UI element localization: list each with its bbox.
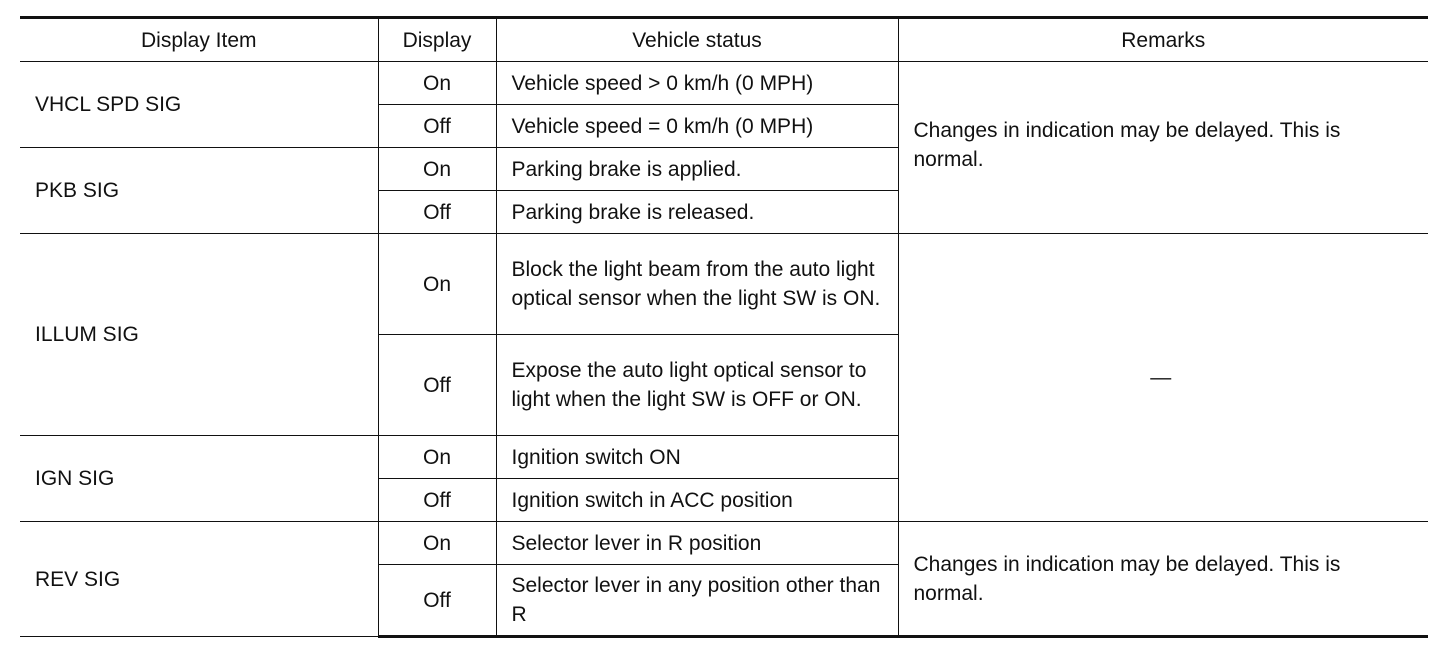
display-value: On	[378, 148, 496, 191]
vehicle-status: Parking brake is released.	[496, 191, 898, 234]
display-item-rev-sig: REV SIG	[20, 522, 378, 637]
header-remarks: Remarks	[898, 18, 1428, 62]
display-item-vhcl-spd-sig: VHCL SPD SIG	[20, 62, 378, 148]
display-item-table	[20, 16, 1428, 638]
display-value: On	[378, 234, 496, 335]
display-value: Off	[378, 191, 496, 234]
vehicle-status: Ignition switch ON	[496, 436, 898, 479]
vehicle-status: Vehicle speed = 0 km/h (0 MPH)	[496, 105, 898, 148]
vehicle-status: Selector lever in R position	[496, 522, 898, 565]
remarks-delayed-indication: Changes in indication may be delayed. This is normal.	[898, 62, 1428, 234]
display-item-ign-sig: IGN SIG	[20, 436, 378, 522]
remarks-delayed-indication: Changes in indication may be delayed. This is normal.	[898, 522, 1428, 637]
vehicle-status: Vehicle speed > 0 km/h (0 MPH)	[496, 62, 898, 105]
vehicle-status: Block the light beam from the auto light optical sensor when the light SW is ON.	[496, 234, 898, 335]
display-item-pkb-sig: PKB SIG	[20, 148, 378, 234]
vehicle-status: Ignition switch in ACC position	[496, 479, 898, 522]
header-display: Display	[378, 18, 496, 62]
spec-table-container	[20, 16, 1428, 638]
header-vehicle-status: Vehicle status	[496, 18, 898, 62]
vehicle-status: Expose the auto light optical sensor to light when the light SW is OFF or ON.	[496, 335, 898, 436]
display-value: Off	[378, 335, 496, 436]
display-value: Off	[378, 479, 496, 522]
display-value: On	[378, 62, 496, 105]
display-item-illum-sig: ILLUM SIG	[20, 234, 378, 436]
vehicle-status: Parking brake is applied.	[496, 148, 898, 191]
display-value: Off	[378, 565, 496, 637]
display-value: Off	[378, 105, 496, 148]
header-display-item: Display Item	[20, 18, 378, 62]
table-row	[20, 522, 1428, 565]
table-row	[20, 234, 1428, 335]
table-header-row	[20, 18, 1428, 62]
remarks-none: —	[898, 234, 1428, 522]
display-value: On	[378, 522, 496, 565]
vehicle-status: Selector lever in any position other than R	[496, 565, 898, 637]
display-value: On	[378, 436, 496, 479]
table-row	[20, 62, 1428, 105]
